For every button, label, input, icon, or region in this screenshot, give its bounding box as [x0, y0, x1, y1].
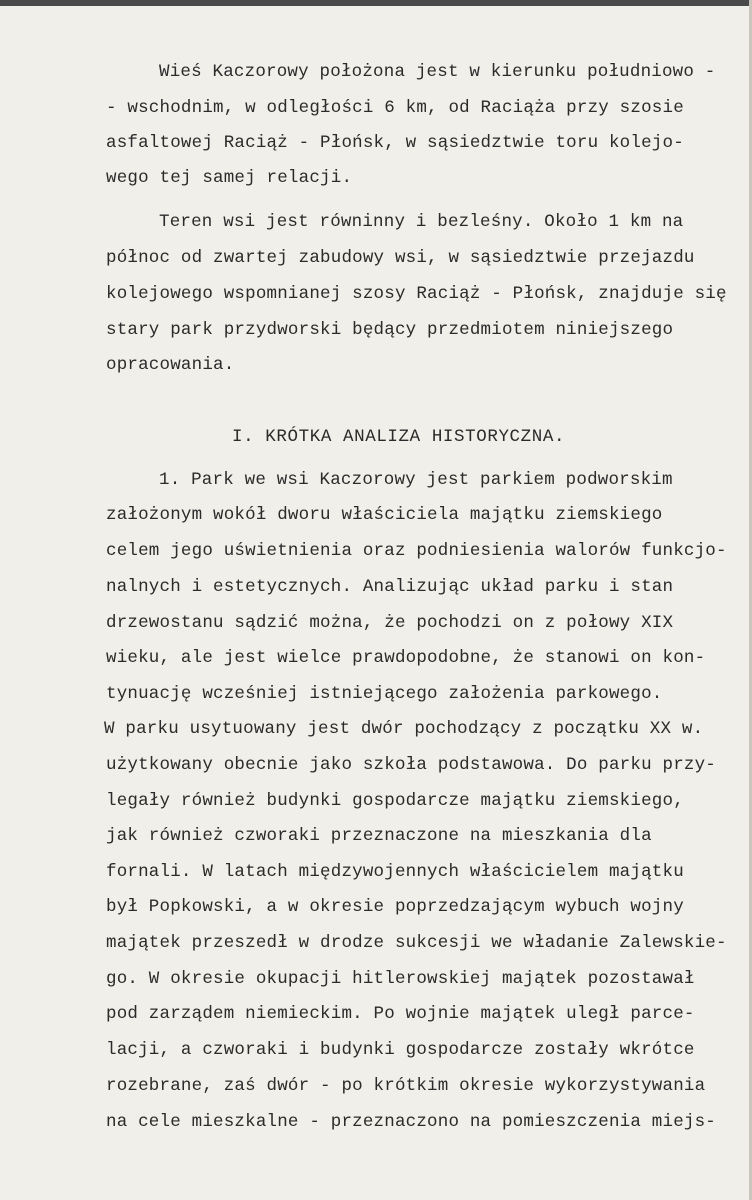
text-line: założonym wokół dworu właściciela majątku ziemskiego — [106, 505, 663, 525]
text-line: tynuację wcześniej istniejącego założenia parkowego. — [106, 684, 663, 704]
text-line: opracowania. — [106, 355, 235, 375]
text-line: - wschodnim, w odległości 6 km, od Raciąża przy szosie — [106, 98, 684, 118]
text-line: kolejowego wspomnianej szosy Raciąż - Płońsk, znajduje się — [106, 284, 727, 304]
text-line: wieku, ale jest wielce prawdopodobne, że stanowi on kon- — [106, 648, 706, 668]
text-line: wego tej samej relacji. — [106, 168, 353, 188]
scan-top-edge — [0, 0, 752, 6]
text-line: fornali. W latach międzywojennych właścicielem majątku — [106, 862, 684, 882]
text-line: nalnych i estetycznych. Analizując układ parku i stan — [106, 577, 674, 597]
text-line: północ od zwartej zabudowy wsi, w sąsiedztwie przejazdu — [106, 248, 695, 268]
text-line: lacji, a czworaki i budynki gospodarcze zostały wkrótce — [106, 1040, 695, 1060]
text-line: pod zarządem niemieckim. Po wojnie majątek uległ parce- — [106, 1004, 695, 1024]
text-line: asfaltowej Raciąż - Płońsk, w sąsiedztwie toru kolejo- — [106, 133, 684, 153]
section-heading: I. KRÓTKA ANALIZA HISTORYCZNA. — [232, 427, 566, 447]
text-line: W parku usytuowany jest dwór pochodzący z początku XX w. — [104, 719, 704, 739]
text-line: drzewostanu sądzić można, że pochodzi on z połowy XIX — [106, 613, 674, 633]
text-line: stary park przydworski będący przedmiotem niniejszego — [106, 320, 674, 340]
text-line: go. W okresie okupacji hitlerowskiej majątek pozostawał — [106, 969, 695, 989]
text-line: Wieś Kaczorowy położona jest w kierunku południowo - — [159, 62, 716, 82]
text-line: użytkowany obecnie jako szkoła podstawowa. Do parku przy- — [106, 755, 716, 775]
text-line: na cele mieszkalne - przeznaczono na pomieszczenia miejs- — [106, 1112, 716, 1132]
text-line: legały również budynki gospodarcze majątku ziemskiego, — [106, 791, 684, 811]
text-line: jak również czworaki przeznaczone na mieszkania dla — [106, 826, 652, 846]
text-line: Teren wsi jest równinny i bezleśny. Około 1 km na — [159, 212, 684, 232]
text-line: rozebrane, zaś dwór - po krótkim okresie wykorzystywania — [106, 1076, 706, 1096]
text-line: majątek przeszedł w drodze sukcesji we władanie Zalewskie- — [106, 933, 727, 953]
text-line: celem jego uświetnienia oraz podniesienia walorów funkcjo- — [106, 541, 727, 561]
text-line: 1. Park we wsi Kaczorowy jest parkiem podworskim — [159, 470, 673, 490]
text-line: był Popkowski, a w okresie poprzedzającym wybuch wojny — [106, 897, 684, 917]
